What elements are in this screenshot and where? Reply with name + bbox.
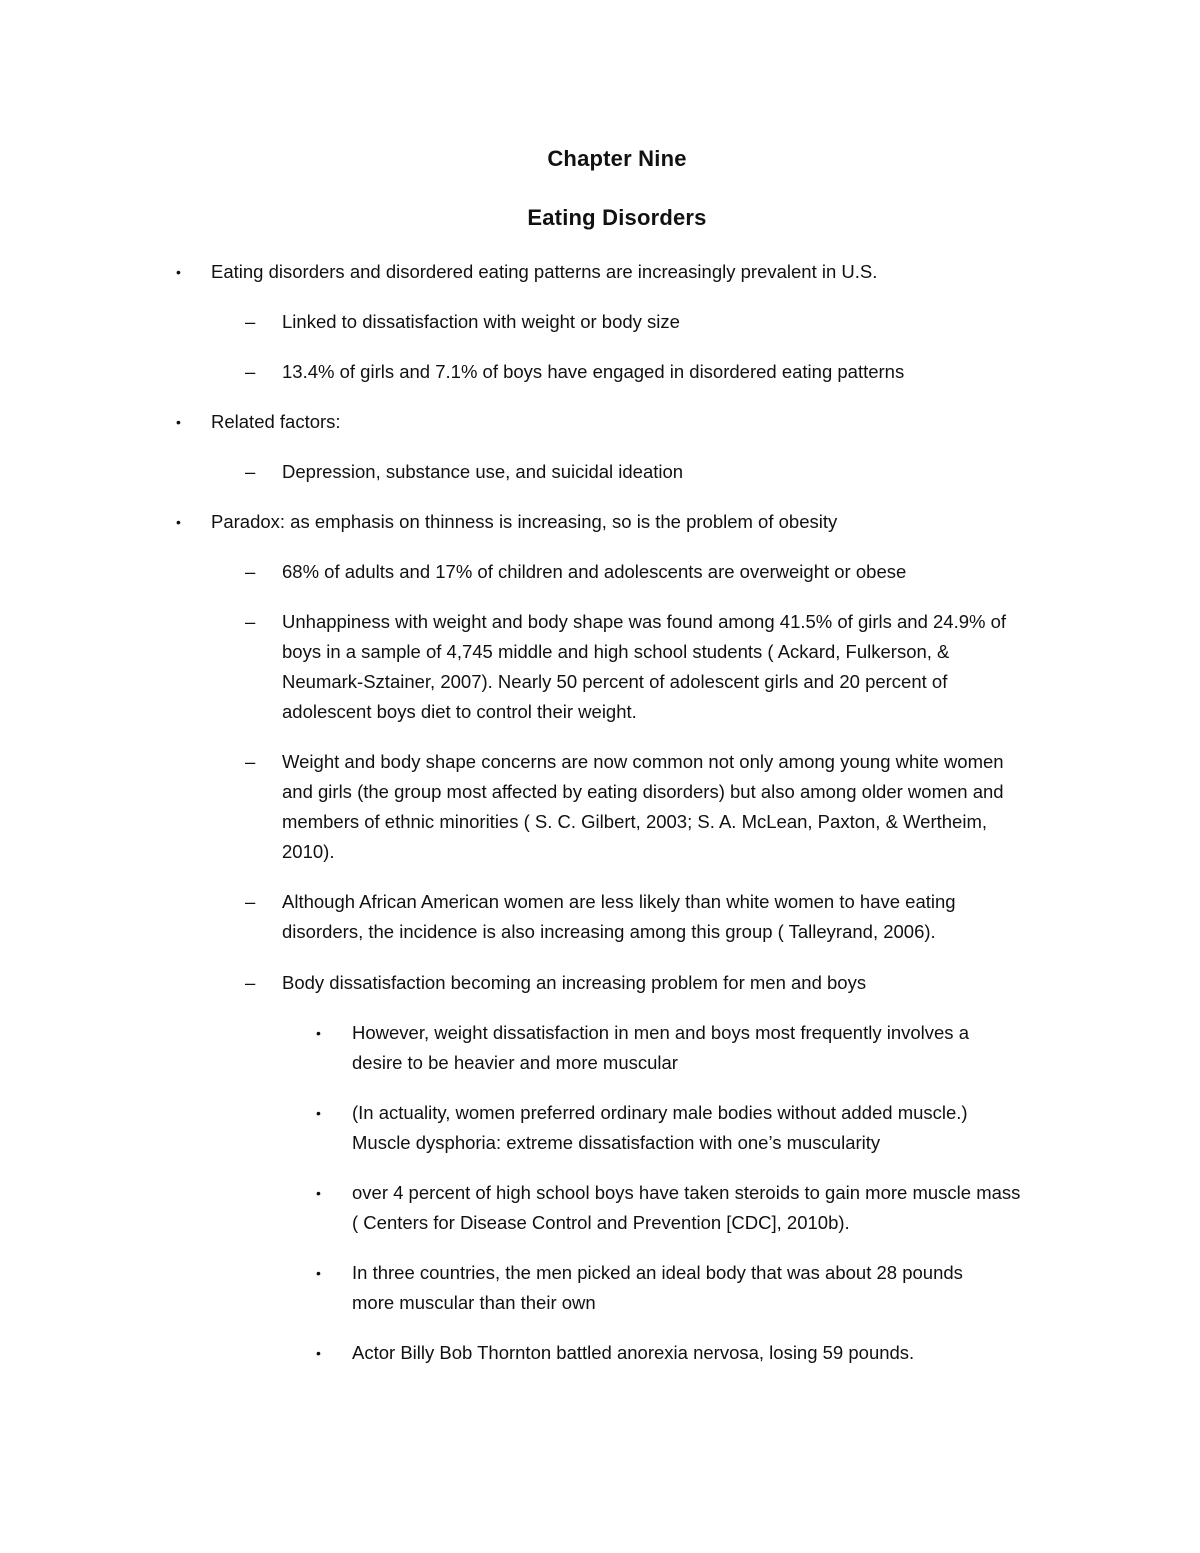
list-item-text: (In actuality, women preferred ordinary male bodies without added muscle.) (352, 1102, 968, 1123)
list-item-text: and girls (the group most affected by eating disorders) but also among older women and (282, 781, 1004, 802)
list-item-text: 2010). (282, 841, 335, 862)
dash-marker: – (245, 361, 256, 382)
bullet-marker: • (176, 414, 181, 430)
list-item-text: ( Centers for Disease Control and Prevention [CDC], 2010b). (352, 1212, 850, 1233)
list-item-text: members of ethnic minorities ( S. C. Gilbert, 2003; S. A. McLean, Paxton, & Wertheim, (282, 811, 987, 832)
bullet-marker: • (316, 1025, 321, 1041)
list-item-text: Unhappiness with weight and body shape was found among 41.5% of girls and 24.9% of (282, 611, 1007, 632)
bullet-marker: • (316, 1105, 321, 1121)
dash-marker: – (245, 561, 256, 582)
list-item-text: over 4 percent of high school boys have taken steroids to gain more muscle mass (352, 1182, 1021, 1203)
list-item-text: Paradox: as emphasis on thinness is increasing, so is the problem of obesity (211, 511, 838, 532)
list-item-text: desire to be heavier and more muscular (352, 1052, 678, 1073)
list-item-text: Actor Billy Bob Thornton battled anorexia nervosa, losing 59 pounds. (352, 1342, 915, 1363)
list-item-text: adolescent boys diet to control their weight. (282, 701, 637, 722)
dash-marker: – (245, 611, 256, 632)
list-item-text: Weight and body shape concerns are now common not only among young white women (282, 751, 1004, 772)
list-item-text: Muscle dysphoria: extreme dissatisfaction with one’s muscularity (352, 1132, 881, 1153)
list-item-text: 68% of adults and 17% of children and adolescents are overweight or obese (282, 561, 907, 582)
chapter-heading: Chapter Nine (547, 146, 687, 171)
dash-marker: – (245, 972, 256, 993)
list-item-text: Depression, substance use, and suicidal ideation (282, 461, 684, 482)
dash-marker: – (245, 751, 256, 772)
bullet-marker: • (316, 1345, 321, 1361)
list-item-text: 13.4% of girls and 7.1% of boys have engaged in disordered eating patterns (282, 361, 905, 382)
list-item-text: Neumark-Sztainer, 2007). Nearly 50 percent of adolescent girls and 20 percent of (282, 671, 948, 692)
list-item-text: boys in a sample of 4,745 middle and high school students ( Ackard, Fulkerson, & (282, 641, 950, 662)
bullet-marker: • (316, 1185, 321, 1201)
dash-marker: – (245, 461, 256, 482)
dash-marker: – (245, 891, 256, 912)
bullet-marker: • (316, 1265, 321, 1281)
list-item-text: Body dissatisfaction becoming an increasing problem for men and boys (282, 972, 867, 993)
bullet-marker: • (176, 264, 181, 280)
list-item-text: disorders, the incidence is also increasing among this group ( Talleyrand, 2006). (282, 921, 936, 942)
page-title: Eating Disorders (527, 205, 707, 230)
list-item-text: Related factors: (211, 411, 341, 432)
list-item-text: Eating disorders and disordered eating patterns are increasingly prevalent in U.S. (211, 261, 878, 282)
list-item-text: Although African American women are less likely than white women to have eating (282, 891, 956, 912)
list-item-text: In three countries, the men picked an ideal body that was about 28 pounds (352, 1262, 963, 1283)
list-item-text: more muscular than their own (352, 1292, 596, 1313)
dash-marker: – (245, 311, 256, 332)
list-item-text: Linked to dissatisfaction with weight or body size (282, 311, 680, 332)
list-item-text: However, weight dissatisfaction in men and boys most frequently involves a (352, 1022, 969, 1043)
bullet-marker: • (176, 514, 181, 530)
